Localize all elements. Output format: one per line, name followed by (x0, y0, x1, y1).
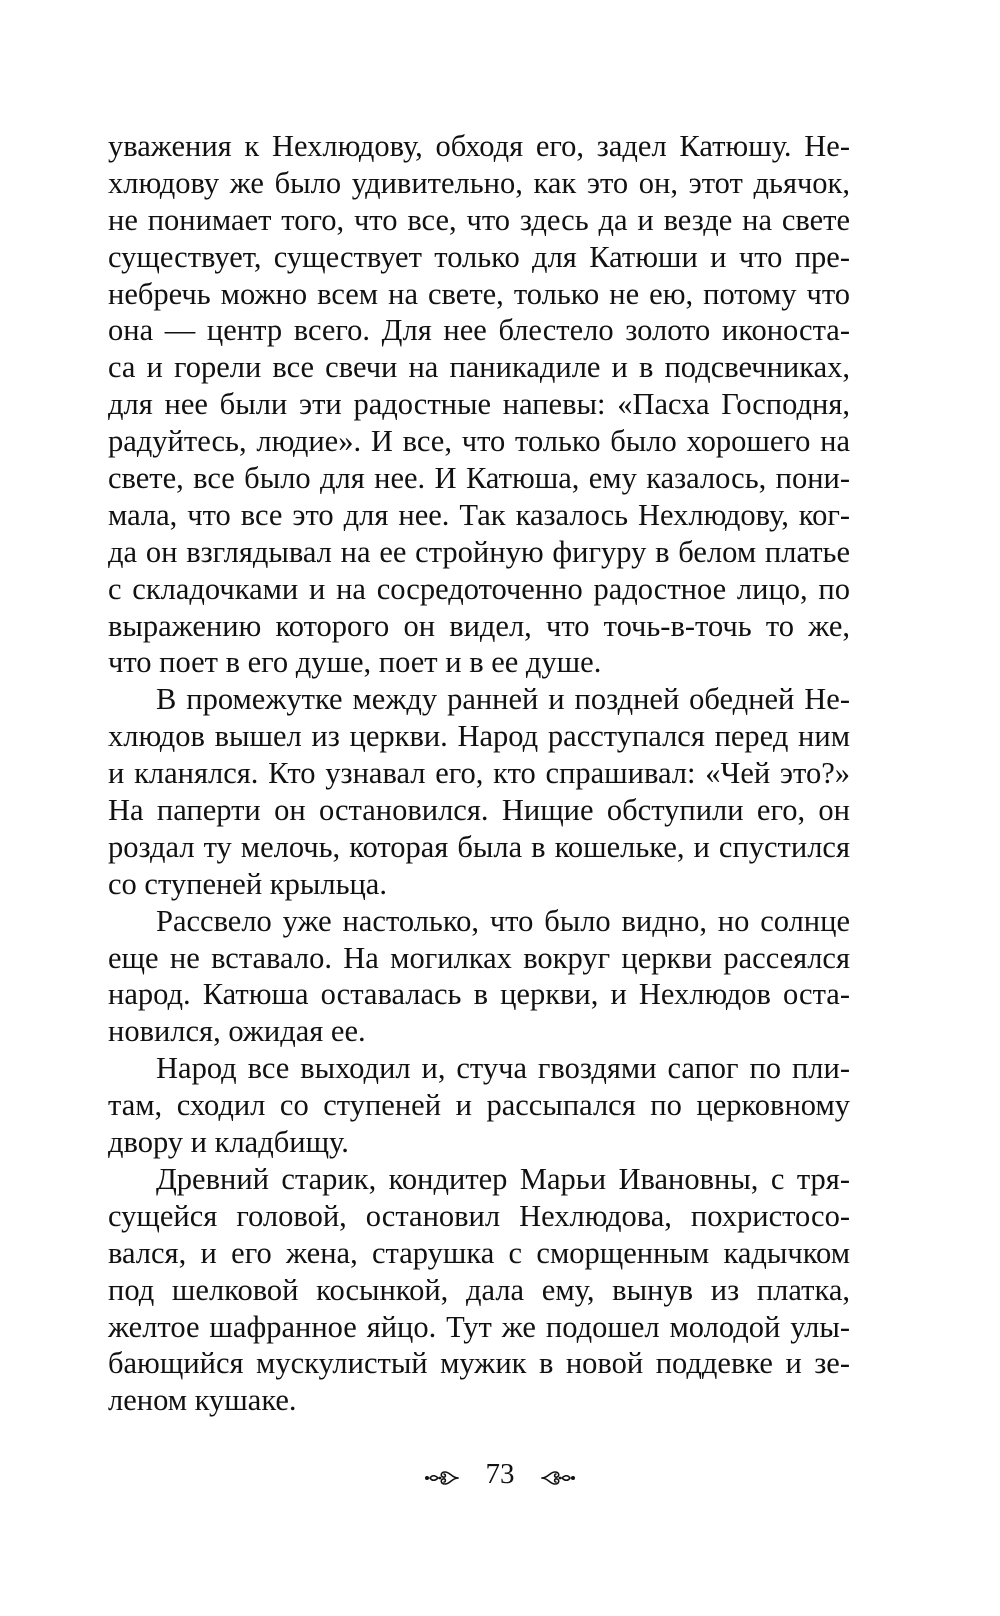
text-line: сущейся головой, остановил Нехлюдова, похристосо- (108, 1198, 850, 1233)
text-line: под шелковой косынкой, дала ему, вынув из платка, (108, 1272, 850, 1307)
paragraph (108, 681, 850, 902)
text-line: и кланялся. Кто узнавал его, кто спрашивал: «Чей это?» (108, 756, 850, 791)
text-line: бающийся мускулистый мужик в новой поддевке и зе- (108, 1346, 850, 1381)
text-line: она — центр всего. Для нее блестело золото иконоста- (108, 313, 850, 348)
text-line: радуйтесь, людие». И все, что только было хорошего на (108, 424, 850, 459)
text-line: мала, что все это для нее. Так казалось Нехлюдову, ког- (108, 497, 850, 532)
text-line: да он взглядывал на ее стройную фигуру в белом платье (108, 534, 850, 569)
text-line: двору и кладбищу. (108, 1125, 349, 1160)
text-line: са и горели все свечи на паникадиле и в подсвечниках, (108, 350, 850, 385)
text-line: что поет в его душе, поет и в ее душе. (108, 645, 602, 680)
text-line: свете, все было для нее. И Катюша, ему казалось, пони- (108, 461, 850, 496)
text-line: небречь можно всем на свете, только не ею, потому что (108, 276, 850, 311)
text-line: роздал ту мелочь, которая была в кошельке, и спустился (108, 829, 850, 864)
text-line: вался, и его жена, старушка с сморщенным кадычком (108, 1235, 850, 1270)
text-line: народ. Катюша оставалась в церкви, и Нехлюдов оста- (108, 977, 850, 1012)
page-footer (0, 1455, 1000, 1491)
text-line: еще не вставало. На могилках вокруг церкви рассеялся (108, 940, 850, 975)
flourish-left-icon (424, 1463, 460, 1485)
paragraph (108, 1050, 850, 1161)
text-line: новился, ожидая ее. (108, 1014, 366, 1049)
text-line: уважения к Нехлюдову, обходя его, задел Катюшу. Не- (108, 129, 850, 163)
page-number: 73 (485, 1458, 515, 1491)
text-line: Народ все выходил и, стуча гвоздями сапог по пли- (156, 1051, 850, 1086)
text-line: существует, существует только для Катюши и что пре- (108, 239, 850, 274)
flourish-right-icon (540, 1463, 576, 1485)
text-line: с складочками и на сосредоточенно радостное лицо, по (108, 571, 850, 606)
text-line: выражению которого он видел, что точь-в-точь то же, (108, 608, 850, 643)
text-line: хлюдов вышел из церкви. Народ расступался перед ним (108, 719, 850, 754)
text-line: не понимает того, что все, что здесь да и везде на свете (108, 202, 850, 237)
text-line: В промежутке между ранней и поздней обедней Не- (156, 682, 850, 717)
text-line: На паперти он остановился. Нищие обступили его, он (108, 793, 850, 828)
paragraph (108, 1161, 850, 1419)
text-line: со ступеней крыльца. (108, 866, 387, 901)
text-line: Древний старик, кондитер Марьи Ивановны, с тря- (156, 1161, 850, 1196)
text-line: Рассвело уже настолько, что было видно, но солнце (156, 903, 850, 938)
text-line: желтое шафранное яйцо. Тут же подошел молодой улы- (108, 1309, 850, 1344)
page-body (108, 128, 850, 1419)
text-line: там, сходил со ступеней и рассыпался по церковному (108, 1088, 850, 1123)
text-line: леном кушаке. (108, 1383, 297, 1418)
text-line: для нее были эти радостные напевы: «Пасха Господня, (108, 387, 850, 422)
paragraph (108, 128, 850, 681)
paragraph (108, 903, 850, 1051)
text-line: хлюдову же было удивительно, как это он, этот дьячок, (108, 165, 850, 200)
